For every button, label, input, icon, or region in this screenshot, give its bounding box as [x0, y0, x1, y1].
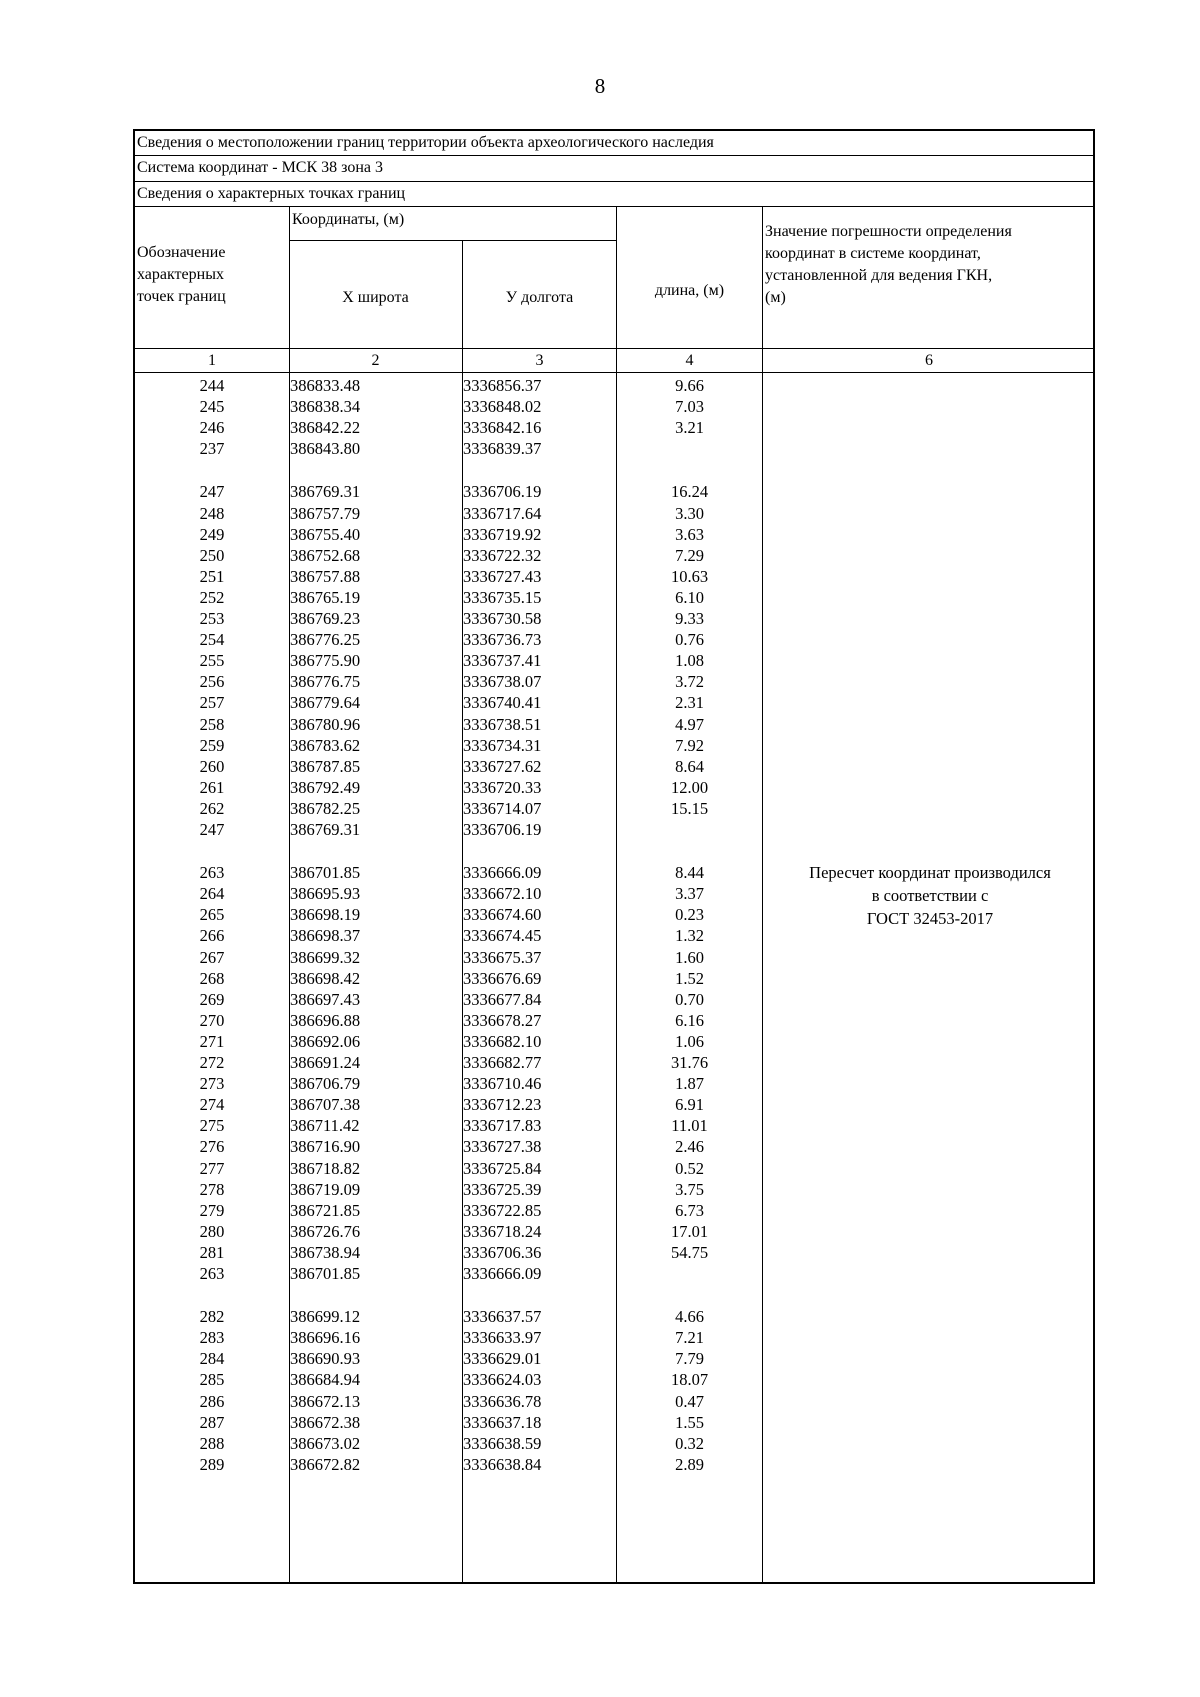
point-id: 237	[199, 439, 225, 459]
segment-length: 3.21	[675, 418, 704, 438]
table-row	[135, 545, 1093, 566]
point-id: 259	[199, 735, 225, 755]
x-latitude: 386765.19	[290, 587, 361, 607]
point-id: 280	[199, 1221, 225, 1241]
divider	[135, 206, 1093, 207]
segment-length: 2.31	[675, 693, 704, 713]
y-longitude: 3336736.73	[463, 630, 542, 650]
point-id: 263	[199, 863, 225, 883]
segment-length: 6.10	[675, 587, 704, 607]
column-number-3: 3	[535, 352, 544, 369]
point-id: 247	[199, 482, 225, 502]
point-id: 258	[199, 714, 225, 734]
point-id: 268	[199, 968, 225, 988]
y-longitude: 3336727.43	[463, 566, 542, 586]
segment-length: 1.32	[675, 926, 704, 946]
x-latitude: 386755.40	[290, 524, 361, 544]
y-longitude: 3336624.03	[463, 1370, 542, 1390]
y-longitude: 3336714.07	[463, 798, 542, 818]
x-latitude: 386673.02	[290, 1433, 361, 1453]
y-longitude: 3336735.15	[463, 587, 542, 607]
point-id: 256	[199, 672, 225, 692]
x-latitude: 386838.34	[290, 397, 361, 417]
y-longitude: 3336720.33	[463, 777, 542, 797]
segment-length: 3.63	[675, 524, 704, 544]
table-row	[135, 1031, 1093, 1052]
segment-length: 3.37	[675, 884, 704, 904]
header-error-line4: (м)	[765, 289, 786, 306]
point-id: 263	[199, 1264, 225, 1283]
point-id: 269	[199, 989, 225, 1009]
table-row	[135, 566, 1093, 587]
table-row	[135, 629, 1093, 650]
y-longitude: 3336637.57	[463, 1307, 542, 1327]
y-longitude: 3336637.18	[463, 1412, 542, 1432]
column-number-2: 2	[371, 352, 380, 369]
table-row	[135, 1179, 1093, 1200]
point-id: 245	[199, 397, 225, 417]
table-row	[135, 417, 1093, 438]
point-id: 265	[199, 905, 225, 925]
table-row	[135, 989, 1093, 1010]
table-row	[135, 756, 1093, 777]
segment-length: 4.66	[675, 1307, 704, 1327]
y-longitude: 3336727.62	[463, 756, 542, 776]
segment-length: 1.06	[675, 1031, 704, 1051]
segment-length: 7.29	[675, 545, 704, 565]
segment-length: 9.66	[675, 376, 704, 395]
point-id: 267	[199, 947, 225, 967]
x-latitude: 386692.06	[290, 1031, 361, 1051]
y-longitude: 3336677.84	[463, 989, 542, 1009]
point-id: 276	[199, 1137, 225, 1157]
x-latitude: 386698.37	[290, 926, 361, 946]
point-id: 244	[199, 376, 225, 395]
table-row	[135, 1010, 1093, 1031]
table-row	[135, 777, 1093, 798]
point-id: 279	[199, 1200, 225, 1220]
segment-length: 8.44	[675, 863, 704, 883]
point-id: 249	[199, 524, 225, 544]
segment-length: 10.63	[670, 566, 709, 586]
segment-length: 7.92	[675, 735, 704, 755]
page-number: 8	[594, 74, 606, 98]
table-row	[135, 1306, 1093, 1327]
x-latitude: 386698.19	[290, 905, 361, 925]
y-longitude: 3336674.45	[463, 926, 542, 946]
segment-length: 4.97	[675, 714, 704, 734]
coordinates-table	[133, 129, 1095, 1584]
point-id: 283	[199, 1328, 225, 1348]
segment-length: 3.30	[675, 503, 704, 523]
table-row	[135, 1327, 1093, 1348]
x-latitude: 386782.25	[290, 798, 361, 818]
x-latitude: 386690.93	[290, 1349, 361, 1369]
y-longitude: 3336717.64	[463, 503, 542, 523]
x-latitude: 386699.32	[290, 947, 361, 967]
table-row	[135, 671, 1093, 692]
point-id: 261	[199, 777, 225, 797]
header-y: У долгота	[505, 289, 574, 306]
x-latitude: 386783.62	[290, 735, 361, 755]
table-row	[135, 1158, 1093, 1179]
x-latitude: 386776.75	[290, 672, 361, 692]
y-longitude: 3336719.92	[463, 524, 542, 544]
y-longitude: 3336737.41	[463, 651, 542, 671]
recalculation-note	[765, 861, 1095, 930]
note-line-2: в соответствии с	[871, 886, 989, 905]
point-id: 289	[199, 1454, 225, 1474]
x-latitude: 386776.25	[290, 630, 361, 650]
segment-length: 3.75	[675, 1179, 704, 1199]
point-id: 288	[199, 1433, 225, 1453]
segment-length: 31.76	[670, 1053, 709, 1072]
table-row	[135, 1412, 1093, 1433]
y-longitude: 3336638.59	[463, 1433, 542, 1453]
table-row	[135, 503, 1093, 524]
y-longitude: 3336856.37	[463, 376, 542, 395]
x-latitude: 386672.13	[290, 1391, 361, 1411]
y-longitude: 3336722.32	[463, 545, 542, 565]
x-latitude: 386775.90	[290, 651, 361, 671]
table-row	[135, 798, 1093, 819]
segment-length: 54.75	[670, 1242, 709, 1262]
header-error-line2: координат в системе координат,	[765, 245, 981, 262]
x-latitude: 386672.82	[290, 1454, 361, 1474]
header-error-line3: установленной для ведения ГКН,	[765, 267, 993, 284]
segment-length: 6.91	[675, 1095, 704, 1115]
y-longitude: 3336734.31	[463, 735, 542, 755]
x-latitude: 386706.79	[290, 1074, 361, 1094]
y-longitude: 3336717.83	[463, 1116, 542, 1136]
y-longitude: 3336675.37	[463, 947, 542, 967]
table-row	[135, 1094, 1093, 1115]
y-longitude: 3336730.58	[463, 609, 542, 628]
x-latitude: 386792.49	[290, 777, 361, 797]
segment-length: 0.52	[675, 1158, 704, 1178]
point-id: 252	[199, 587, 225, 607]
x-latitude: 386695.93	[290, 884, 361, 904]
table-row	[135, 692, 1093, 713]
table-row	[135, 1136, 1093, 1157]
y-longitude: 3336839.37	[463, 439, 542, 459]
point-id: 262	[199, 798, 225, 818]
point-id: 284	[199, 1349, 225, 1369]
x-latitude: 386699.12	[290, 1307, 361, 1327]
table-row	[135, 375, 1093, 396]
point-id: 270	[199, 1010, 225, 1030]
y-longitude: 3336727.38	[463, 1137, 542, 1157]
x-latitude: 386721.85	[290, 1200, 361, 1220]
x-latitude: 386726.76	[290, 1221, 361, 1241]
table-row	[135, 481, 1093, 502]
divider	[289, 240, 616, 241]
table-row	[135, 1348, 1093, 1369]
segment-length: 0.70	[675, 989, 704, 1009]
y-longitude: 3336629.01	[463, 1349, 542, 1369]
segment-length: 11.01	[671, 1116, 708, 1136]
segment-length: 0.76	[675, 630, 704, 650]
y-longitude: 3336848.02	[463, 397, 542, 417]
x-latitude: 386780.96	[290, 714, 361, 734]
y-longitude: 3336638.84	[463, 1454, 542, 1474]
point-id: 272	[199, 1053, 225, 1072]
segment-length: 1.55	[675, 1412, 704, 1432]
table-row	[135, 947, 1093, 968]
point-id: 285	[199, 1370, 225, 1390]
segment-length: 16.24	[670, 482, 709, 502]
header-point-line1: Обозначение	[137, 244, 226, 261]
point-id: 264	[199, 884, 225, 904]
table-row	[135, 1052, 1093, 1073]
point-id: 277	[199, 1158, 225, 1178]
y-longitude: 3336842.16	[463, 418, 542, 438]
table-row	[135, 1369, 1093, 1390]
x-latitude: 386716.90	[290, 1137, 361, 1157]
x-latitude: 386843.80	[290, 439, 361, 459]
note-line-3: ГОСТ 32453-2017	[866, 909, 994, 928]
x-latitude: 386752.68	[290, 545, 361, 565]
x-latitude: 386672.38	[290, 1412, 361, 1432]
x-latitude: 386769.23	[290, 609, 361, 628]
segment-length: 0.32	[675, 1433, 704, 1453]
x-latitude: 386707.38	[290, 1095, 361, 1115]
point-id: 282	[199, 1307, 225, 1327]
point-id: 274	[199, 1095, 225, 1115]
table-row	[135, 714, 1093, 735]
note-line-1: Пересчет координат производился	[809, 863, 1051, 882]
y-longitude: 3336710.46	[463, 1074, 542, 1094]
y-longitude: 3336738.51	[463, 714, 542, 734]
point-id: 278	[199, 1179, 225, 1199]
segment-length: 0.47	[675, 1391, 704, 1411]
x-latitude: 386684.94	[290, 1370, 361, 1390]
point-id: 286	[199, 1391, 225, 1411]
y-longitude: 3336738.07	[463, 672, 542, 692]
header-length: длина, (м)	[654, 282, 725, 299]
header-point-line2: характерных	[137, 266, 224, 283]
y-longitude: 3336678.27	[463, 1010, 542, 1030]
y-longitude: 3336682.10	[463, 1031, 542, 1051]
y-longitude: 3336706.19	[463, 482, 542, 502]
point-id: 287	[199, 1412, 225, 1432]
points-section-label: Сведения о характерных точках границ	[137, 185, 406, 202]
segment-length: 1.52	[675, 968, 704, 988]
x-latitude: 386696.88	[290, 1010, 361, 1030]
table-row	[135, 1391, 1093, 1412]
segment-length: 1.87	[675, 1074, 704, 1094]
table-row	[135, 1242, 1093, 1263]
y-longitude: 3336674.60	[463, 905, 542, 925]
segment-length: 8.64	[675, 756, 704, 776]
segment-length: 9.33	[675, 609, 704, 628]
segment-length: 18.07	[670, 1370, 709, 1390]
table-row	[135, 1200, 1093, 1221]
segment-length: 1.08	[675, 651, 704, 671]
y-longitude: 3336672.10	[463, 884, 542, 904]
table-row	[135, 735, 1093, 756]
point-id: 253	[199, 609, 225, 628]
x-latitude: 386718.82	[290, 1158, 361, 1178]
y-longitude: 3336706.36	[463, 1242, 542, 1262]
x-latitude: 386701.85	[290, 863, 361, 883]
table-row	[135, 524, 1093, 545]
segment-length: 6.16	[675, 1010, 704, 1030]
segment-length: 15.15	[670, 798, 709, 818]
y-longitude: 3336633.97	[463, 1328, 542, 1348]
point-id: 266	[199, 926, 225, 946]
x-latitude: 386842.22	[290, 418, 361, 438]
x-latitude: 386701.85	[290, 1264, 361, 1283]
table-row	[135, 1115, 1093, 1136]
divider	[135, 155, 1093, 156]
point-id: 250	[199, 545, 225, 565]
header-x: X широта	[342, 289, 409, 306]
segment-length: 0.23	[675, 905, 704, 925]
x-latitude: 386697.43	[290, 989, 361, 1009]
divider	[135, 372, 1093, 373]
x-latitude: 386779.64	[290, 693, 361, 713]
point-id: 246	[199, 418, 225, 438]
y-longitude: 3336725.84	[463, 1158, 542, 1178]
point-id: 275	[199, 1116, 225, 1136]
segment-length: 1.60	[675, 947, 704, 967]
y-longitude: 3336712.23	[463, 1095, 542, 1115]
table-row	[135, 1073, 1093, 1094]
header-coordinates: Координаты, (м)	[292, 211, 405, 228]
y-longitude: 3336740.41	[463, 693, 542, 713]
coordinate-system-label: Система координат - МСК 38 зона 3	[137, 159, 384, 176]
segment-length: 7.21	[675, 1328, 704, 1348]
x-latitude: 386757.88	[290, 566, 361, 586]
segment-length: 17.01	[670, 1221, 709, 1241]
x-latitude: 386711.42	[290, 1116, 360, 1136]
column-number-6: 6	[925, 352, 933, 369]
point-id: 247	[199, 820, 225, 839]
y-longitude: 3336682.77	[463, 1053, 542, 1072]
point-id: 248	[199, 503, 225, 523]
y-longitude: 3336706.19	[463, 820, 542, 839]
table-row	[135, 1454, 1093, 1475]
x-latitude: 386738.94	[290, 1242, 361, 1262]
y-longitude: 3336718.24	[463, 1221, 542, 1241]
table-row	[135, 396, 1093, 417]
y-longitude: 3336666.09	[463, 863, 542, 883]
divider	[135, 348, 1093, 349]
x-latitude: 386719.09	[290, 1179, 361, 1199]
point-id: 271	[199, 1031, 225, 1051]
header-point-line3: точек границ	[137, 288, 226, 305]
column-number-1: 1	[208, 352, 216, 369]
segment-length: 7.03	[675, 397, 704, 417]
segment-length: 3.72	[675, 672, 704, 692]
column-number-4: 4	[685, 352, 694, 369]
point-id: 254	[199, 630, 225, 650]
segment-length: 7.79	[675, 1349, 704, 1369]
x-latitude: 386696.16	[290, 1328, 361, 1348]
point-id: 281	[199, 1242, 225, 1262]
divider	[135, 181, 1093, 182]
segment-length: 6.73	[675, 1200, 704, 1220]
point-id: 255	[199, 651, 225, 671]
table-row	[135, 1221, 1093, 1242]
table-row	[135, 1263, 1093, 1284]
segment-length: 2.89	[675, 1454, 704, 1474]
point-id: 273	[199, 1074, 225, 1094]
table-row	[135, 968, 1093, 989]
y-longitude: 3336666.09	[463, 1264, 542, 1283]
table-row	[135, 438, 1093, 459]
point-id: 257	[199, 693, 225, 713]
table-row	[135, 819, 1093, 840]
segment-length: 2.46	[675, 1137, 704, 1157]
y-longitude: 3336722.85	[463, 1200, 542, 1220]
table-row	[135, 650, 1093, 671]
table-row	[135, 587, 1093, 608]
x-latitude: 386698.42	[290, 968, 361, 988]
x-latitude: 386691.24	[290, 1053, 361, 1072]
x-latitude: 386757.79	[290, 503, 361, 523]
x-latitude: 386769.31	[290, 482, 361, 502]
table-row	[135, 1433, 1093, 1454]
table-title: Сведения о местоположении границ территории объекта археологического наследия	[137, 134, 714, 151]
x-latitude: 386769.31	[290, 820, 361, 839]
table-row	[135, 608, 1093, 629]
header-error-line1: Значение погрешности определения	[765, 223, 1012, 240]
x-latitude: 386833.48	[290, 376, 361, 395]
x-latitude: 386787.85	[290, 756, 361, 776]
segment-length: 12.00	[670, 777, 709, 797]
point-id: 251	[199, 566, 225, 586]
y-longitude: 3336725.39	[463, 1179, 542, 1199]
y-longitude: 3336676.69	[463, 968, 542, 988]
y-longitude: 3336636.78	[463, 1391, 542, 1411]
point-id: 260	[199, 756, 225, 776]
